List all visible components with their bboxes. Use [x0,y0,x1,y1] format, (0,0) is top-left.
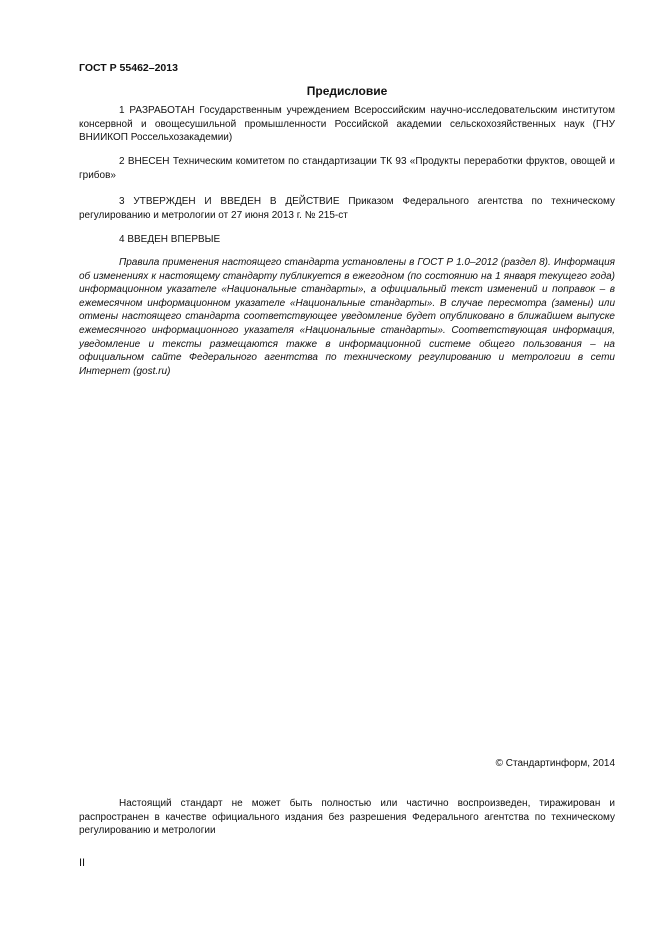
application-rules-notice: Правила применения настоящего стандарта установлены в ГОСТ Р 1.0–2012 (раздел 8). Информация об изменениях к настоящему стандарту публикуется в ежегодном (по состоянию на 1 января текущего года) информационном указателе «Национальные стандарты», а официальный текст изменений и поправок – в ежемесячном информационном указателе «Национальные стандарты». В случае пересмотра (замены) или отмены настоящего стандарта соответствующее уведомление будет опубликовано в ближайшем выпуске ежемесячного информационного указателя «Национальные стандарты». Соответствующая информация, уведомление и тексты размещаются также в информационной системе общего пользования – на официальном сайте Федерального агентства по техническому регулированию и метрологии в сети Интернет (gost.ru) [79,257,615,377]
document-code: ГОСТ Р 55462–2013 [79,62,178,74]
page-title: Предисловие [306,84,388,98]
page-number: II [79,857,86,869]
paragraph-developed: 1 РАЗРАБОТАН Государственным учреждением Всероссийским научно-исследовательским институтом консервной и овощесушильной промышленности Российской академии сельскохозяйственных наук (ГНУ ВНИИКОП Россельхозакадемии) [79,105,615,144]
copyright-line: © Стандартинформ, 2014 [495,758,615,769]
paragraph-introduced: 2 ВНЕСЕН Техническим комитетом по стандартизации ТК 93 «Продукты переработки фруктов, овощей и грибов» [79,156,615,181]
reproduction-notice: Настоящий стандарт не может быть полностью или частично воспроизведен, тиражирован и распространен в качестве официального издания без разрешения Федерального агентства по техническому регулированию и метрологии [79,798,615,837]
paragraph-approved: 3 УТВЕРЖДЕН И ВВЕДЕН В ДЕЙСТВИЕ Приказом Федерального агентства по техническому регулированию и метрологии от 27 июня 2013 г. № 215-ст [79,196,615,221]
paragraph-first-introduced: 4 ВВЕДЕН ВПЕРВЫЕ [119,234,221,245]
